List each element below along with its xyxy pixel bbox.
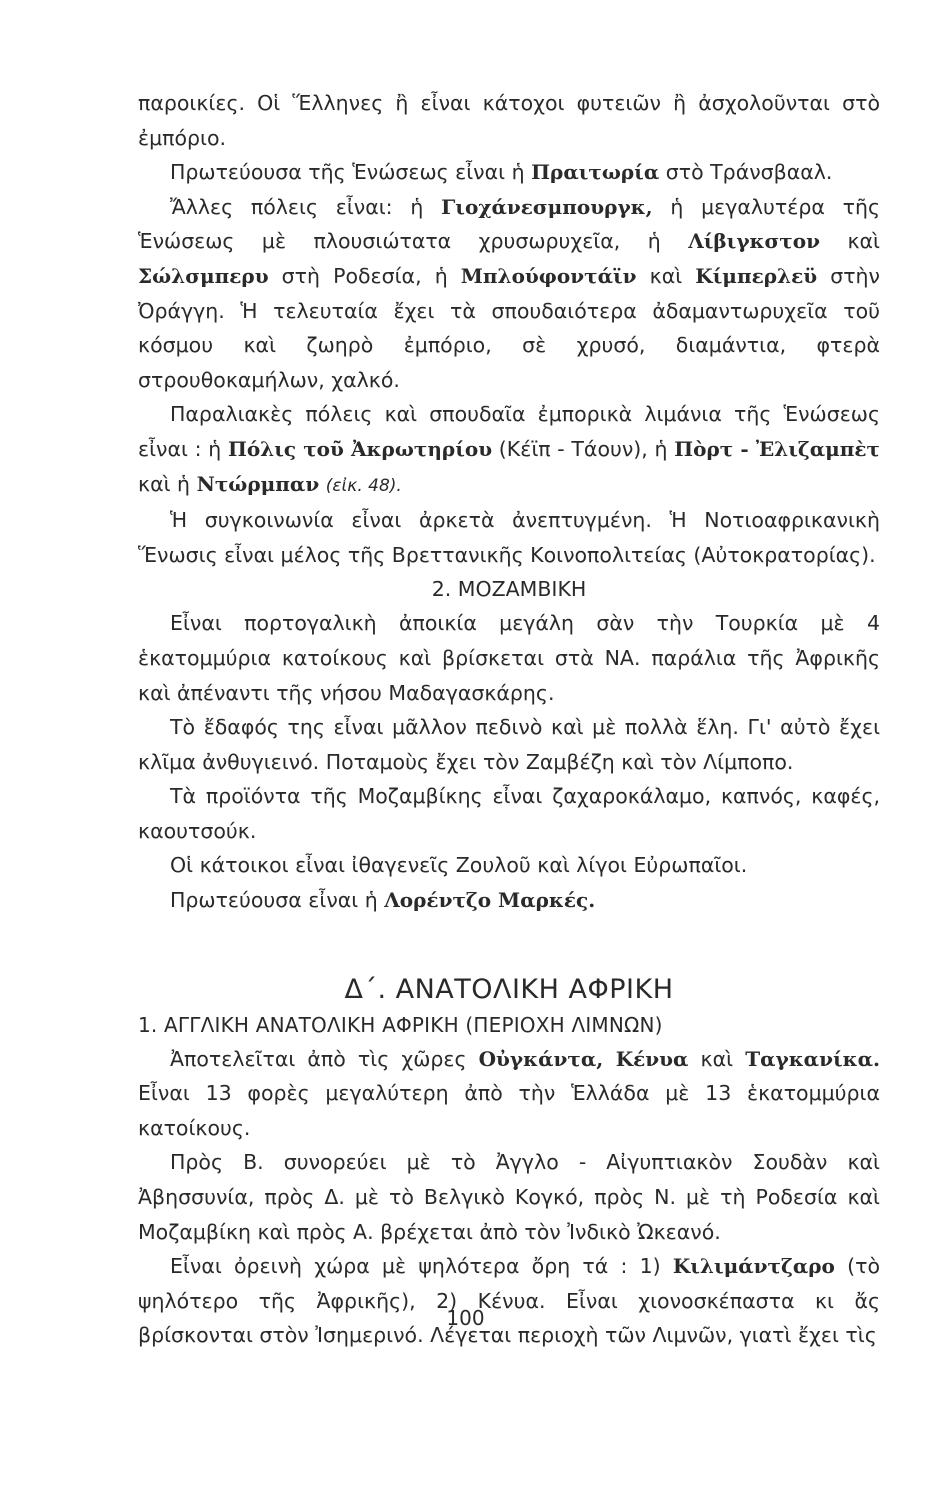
paragraph-east-africa-countries — [138, 1042, 880, 1146]
text-run: καὶ — [819, 229, 880, 254]
paragraph-capital-pretoria — [138, 155, 880, 190]
text-run: Ἀποτελεῖται ἀπὸ τὶς χῶρες — [170, 1046, 479, 1071]
paragraph-settlements: παροικίες. Οἱ Ἕλληνες ἢ εἶναι κάτοχοι φυτειῶν ἢ ἀσχολοῦνται στὸ ἐμπόριο. — [138, 91, 880, 150]
place-pretoria: Πραιτωρία — [531, 160, 660, 185]
text-run: Πρωτεύουσα εἶναι ἡ — [170, 888, 385, 913]
place-lourenco-marques: Λορέντζο Μαρκές. — [384, 888, 596, 913]
text-run: Παραλιακὲς πόλεις καὶ σπουδαῖα ἐμπορικὰ λιμάνια τῆς Ἑνώσεως εἶναι : ἡ — [138, 402, 880, 461]
text-run: (τὸ ψηλότερο τῆς Ἀφρικῆς), 2) Κένυα. Εἶναι χιονοσκέπαστα κι ἄς βρίσκονται στὸν Ἰσημερινό. Λέγεται περιοχὴ τῶν Λιμνῶν, γιατὶ ἔχει τὶς — [138, 1254, 880, 1348]
place-kimberley: Κίμπερλεϋ — [695, 263, 818, 288]
paragraph-mozambique-products: Τὰ προϊόντα τῆς Μοζαμβίκης εἶναι ζαχαροκάλαμο, καπνός, καφές, καουτσούκ. — [138, 784, 880, 843]
place-kilimanjaro: Κιλιμάντζαρο — [672, 1254, 835, 1279]
place-livingstone: Λίβιγκστον — [688, 229, 820, 254]
paragraph-other-cities — [138, 190, 880, 398]
text-run: (Κέϊπ - Τάουν), ἡ — [492, 436, 675, 461]
section-heading-british-east-africa: 1. ΑΓΓΛΙΚΗ ΑΝΑΤΟΛΙΚΗ ΑΦΡΙΚΗ (ΠΕΡΙΟΧΗ ΛΙΜΝΩΝ) — [138, 1012, 663, 1037]
chapter-heading-east-africa: Δ΄. ΑΝΑΤΟΛΙΚΗ ΑΦΡΙΚΗ — [344, 973, 674, 1005]
page-body — [138, 86, 880, 1353]
paragraph-mozambique-terrain: Τὸ ἔδαφός της εἶναι μᾶλλον πεδινὸ καὶ μὲ πολλὰ ἕλη. Γι' αὐτὸ ἔχει κλῖμα ἀνθυγιεινό. Ποταμοὺς ἔχει τὸν Ζαμβέζη καὶ τὸν Λίμποπο. — [138, 715, 880, 774]
text-run: καὶ ἡ — [138, 471, 197, 496]
paragraph-east-africa-mountains — [138, 1249, 880, 1353]
text-run: Εἶναι ὀρεινὴ χώρα μὲ ψηλότερα ὄρη τά : 1) — [170, 1254, 673, 1279]
text-run: Εἶναι 13 φορὲς μεγαλύτερη ἀπὸ τὴν Ἑλλάδα μὲ 13 ἑκατομμύρια κατοίκους. — [138, 1081, 880, 1140]
paragraph-mozambique-capital — [138, 883, 880, 918]
text-run: Ἄλλες πόλεις εἶναι: ἡ — [170, 194, 442, 219]
text-run: στὴν Ὀράγγη. Ἡ τελευταία ἔχει τὰ σπουδαιότερα ἀδαμαντωρυχεῖα τοῦ κόσμου καὶ ζωηρὸ ἐμπόριο, σὲ χρυσό, διαμάντια, φτερὰ στρουθοκαμήλων, χαλκό. — [138, 263, 880, 392]
place-durban: Ντώρμπαν — [196, 471, 320, 496]
paragraph-mozambique-intro: Εἶναι πορτογαλικὴ ἀποικία μεγάλη σὰν τὴν Τουρκία μὲ 4 ἑκατομμύρια κατοίκους καὶ βρίσκεται στὰ ΝΑ. παράλια τῆς Ἀφρικῆς καὶ ἀπέναντι τῆς νήσου Μαδαγασκάρης. — [138, 611, 880, 705]
spacer — [138, 918, 880, 972]
section-heading-mozambique: 2. ΜΟΖΑΜΒΙΚΗ — [431, 577, 587, 602]
text-run: ἡ μεγαλυτέρα τῆς Ἑνώσεως μὲ πλουσιώτατα χρυσωρυχεῖα, ἡ — [138, 194, 880, 254]
paragraph-communication: Ἡ συγκοινωνία εἶναι ἀρκετὰ ἀνεπτυγμένη. Ἡ Νοτιοαφρικανικὴ Ἕνωσις εἶναι μέλος τῆς Βρεττανικῆς Κοινοπολιτείας (Αὐτοκρατορίας). — [138, 508, 880, 567]
place-bloemfontein: Μπλούφοντάϊν — [460, 263, 637, 288]
text-run: στὸ Τράνσβααλ. — [659, 160, 833, 185]
paragraph-mozambique-inhabitants: Οἱ κάτοικοι εἶναι ἰθαγενεῖς Ζουλοῦ καὶ λίγοι Εὐρωπαῖοι. — [170, 853, 748, 878]
place-salisbury: Σώλσμπερυ — [138, 263, 269, 288]
text-run: στὴ Ροδεσία, ἡ — [268, 263, 461, 288]
place-tanganyika: Ταγκανίκα. — [745, 1046, 880, 1071]
place-johannesburg: Γιοχάνεσμπουργκ, — [441, 194, 653, 219]
place-uganda-kenya: Οὐγκάντα, Κένυα — [478, 1046, 689, 1071]
paragraph-coastal-cities — [138, 397, 880, 503]
page-number: 100 — [446, 1306, 485, 1330]
figure-reference: (εἰκ. 48). — [325, 475, 402, 496]
paragraph-east-africa-borders: Πρὸς Β. συνορεύει μὲ τὸ Ἀγγλο - Αἰγυπτιακὸν Σουδὰν καὶ Ἀβησσυνία, πρὸς Δ. μὲ τὸ Βελγικὸ Κογκό, πρὸς Ν. μὲ τὴ Ροδεσία καὶ Μοζαμβίκη καὶ πρὸς Α. βρέχεται ἀπὸ τὸν Ἰνδικὸ Ὠκεανό. — [138, 1150, 880, 1244]
place-port-elizabeth: Πὸρτ - Ἐλιζαμπὲτ — [674, 436, 881, 461]
text-run: καὶ — [636, 263, 696, 288]
text-run: Πρωτεύουσα τῆς Ἑνώσεως εἶναι ἡ — [170, 160, 532, 185]
place-cape-town: Πόλις τοῦ Ἀκρωτηρίου — [227, 436, 493, 461]
text-run: καὶ — [688, 1046, 746, 1071]
